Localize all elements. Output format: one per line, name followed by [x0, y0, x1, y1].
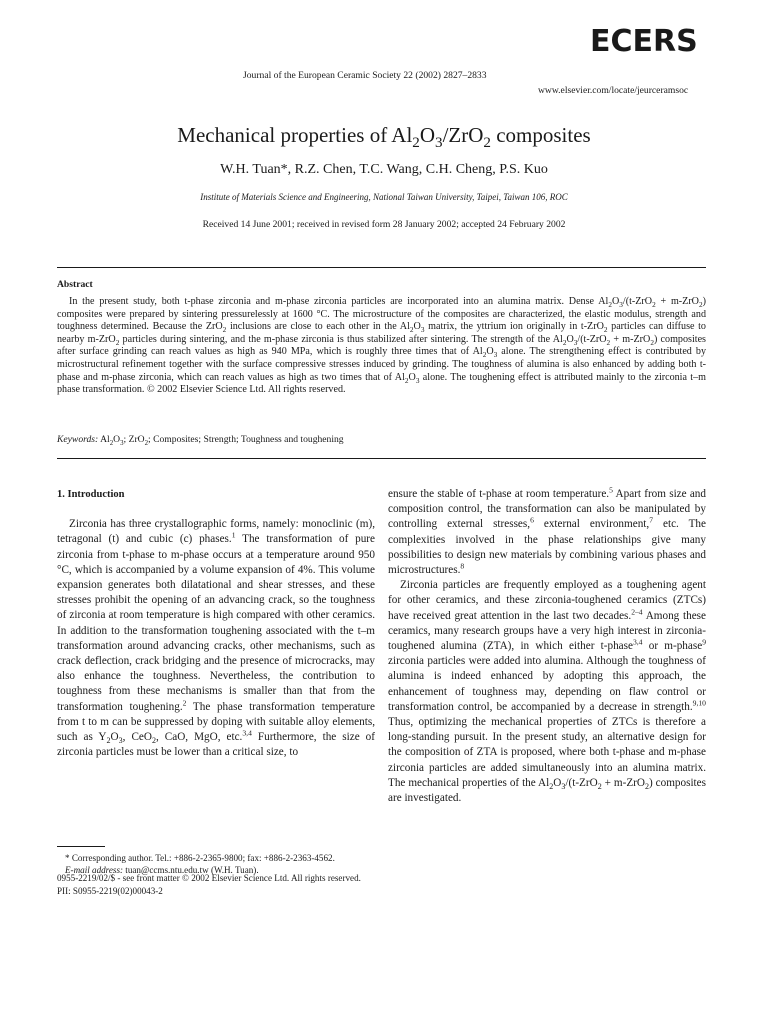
- paragraph: Zirconia particles are frequently employed as a toughening agent for other ceramics, and these zirconia-toughened ceramics (ZTCs) have received great attention in the last two decades.$^{2-4}$ Among these ceramics, many research groups have a very high interest in zirconia-toughened alumina (ZTA), in which either t-phase$^{3,4}$ or m-phase$^9$ zirconia particles were added into alumina. Although the toughness of alumina is indeed enhanced by adopting this approach, the enhancement of toughness may, depending on flaw control or transformation control, be accompanied by a decrease in strength.$^{9,10}$ Thus, optimizing the mechanical properties of ZTCs is therefore a long-standing pursuit. In the present study, an alternative design for the composition of ZTA is proposed, where both t-phase and m-phase zirconia particles are added simultaneously into an alumina matrix. The mechanical properties of the $Al_2O_3/(t-ZrO_2 + m-ZrO_2)$ composites are investigated.: [388, 579, 706, 805]
- section-heading: 1. Introduction: [57, 489, 125, 500]
- author-list: W.H. Tuan*, R.Z. Chen, T.C. Wang, C.H. Cheng, P.S. Kuo: [220, 162, 548, 177]
- journal-citation: Journal of the European Ceramic Society 22 (2002) 2827–2833: [243, 70, 487, 81]
- copyright-line: 0955-2219/02/$ - see front matter © 2002 Elsevier Science Ltd. All rights reserved.: [57, 873, 361, 883]
- abstract-heading: Abstract: [57, 279, 93, 290]
- paper-title: Mechanical properties of $Al_2O_3/ZrO_2$ composites: [177, 123, 591, 152]
- abstract-top-rule: [57, 267, 706, 268]
- journal-url: www.elsevier.com/locate/jeurceramsoc: [538, 85, 689, 96]
- abstract-bottom-rule: [57, 458, 706, 459]
- keywords: Keywords: $Al_2O_3$; ZrO$_2$; Composites; Strength; Toughness and toughening: [57, 434, 344, 447]
- received-dates: Received 14 June 2001; received in revised form 28 January 2002; accepted 24 February 2002: [202, 219, 566, 230]
- corresponding-author: * Corresponding author. Tel.: +886-2-2365-9800; fax: +886-2-2363-4562.: [65, 853, 335, 863]
- logo-text: ECERS: [590, 24, 698, 58]
- footnote-rule: [57, 846, 105, 847]
- email-address: E-mail address: tuan@ccms.ntu.edu.tw (W.H. Tuan).: [65, 865, 259, 875]
- paragraph: Zirconia has three crystallographic forms, namely: monoclinic (m), tetragonal (t) and cubic (c) phases.$^1$ The transformation of pure zirconia from t-phase to m-phase occurs at a temperature around 950 °C, which is accompanied by a volume expansion of 4%. This volume expansion generates both dilatational and shear stresses, and these stresses prohibit the opening of an advancing crack, so the toughness of zirconia at room temperature is high compared with other ceramics. In addition to the transformation toughening associated with the t–m transformation around advancing cracks, other mechanisms, such as crack deflection, crack bridging and the presence of microcracks, may also enhance the toughness. Nevertheless, the contribution to toughness from these mechanisms is smaller than that from the transformation toughening.$^2$ The phase transformation temperature from t to m can be suppressed by doping with suitable alloy elements, such as $Y_2O_3$, CeO$_2$, CaO, MgO, etc.$^{3,4}$ Furthermore, the size of zirconia particles must be lower than a critical size, to: [57, 518, 376, 759]
- abstract-body: [57, 296, 706, 397]
- affiliation: Institute of Materials Science and Engineering, National Taiwan University, Taipei, Taiwan 106, ROC: [200, 192, 568, 202]
- right-column: [388, 487, 706, 806]
- paragraph: ensure the stable of t-phase at room temperature.$^5$ Apart from size and composition control, the transformation can also be manipulated by controlling external stresses,$^6$ external environment,$^7$ etc. The complexities involved in the phase relationships give many possibilities to design new materials by combining various phases and microstructures.$^8$: [388, 485, 706, 577]
- journal-logo: [590, 22, 710, 58]
- left-column: [57, 487, 375, 760]
- pii-line: PII: S0955-2219(02)00043-2: [57, 886, 163, 896]
- abstract-text: In the present study, both t-phase zirconia and m-phase zirconia particles are incorporated into an alumina matrix. Dense $Al_2O_3/(t-ZrO_2 + m-ZrO_2)$ composites were prepared by sintering pressurelessly at 1600 °C. The microstructure of the composites are characterized, the elastic modulus, strength and toughness determined. Because the ZrO$_2$ inclusions are close to each other in the $Al_2O_3$ matrix, the yttrium ion originally in t-ZrO$_2$ particles can diffuse to nearby m-ZrO$_2$ particles during sintering, and the m-phase zirconia is thus stabilized after sintering. The strength of the $Al_2O_3/(t-ZrO_2 + m-ZrO_2)$ composites after surface grinding can reach values as high as 940 MPa, which is roughly three times that of $Al_2O_3$ alone. The strengthening effect is contributed by microstructural refinement together with the surface compressive stresses induced by grinding. The toughness of alumina is also enhanced by adding both t-phase and m-phase zirconia, which can reach values as high as two times that of $Al_2O_3$ alone. The toughening effect is attributed mainly to the zirconia t–m phase transformation. © 2002 Elsevier Science Ltd. All rights reserved.: [57, 296, 706, 396]
